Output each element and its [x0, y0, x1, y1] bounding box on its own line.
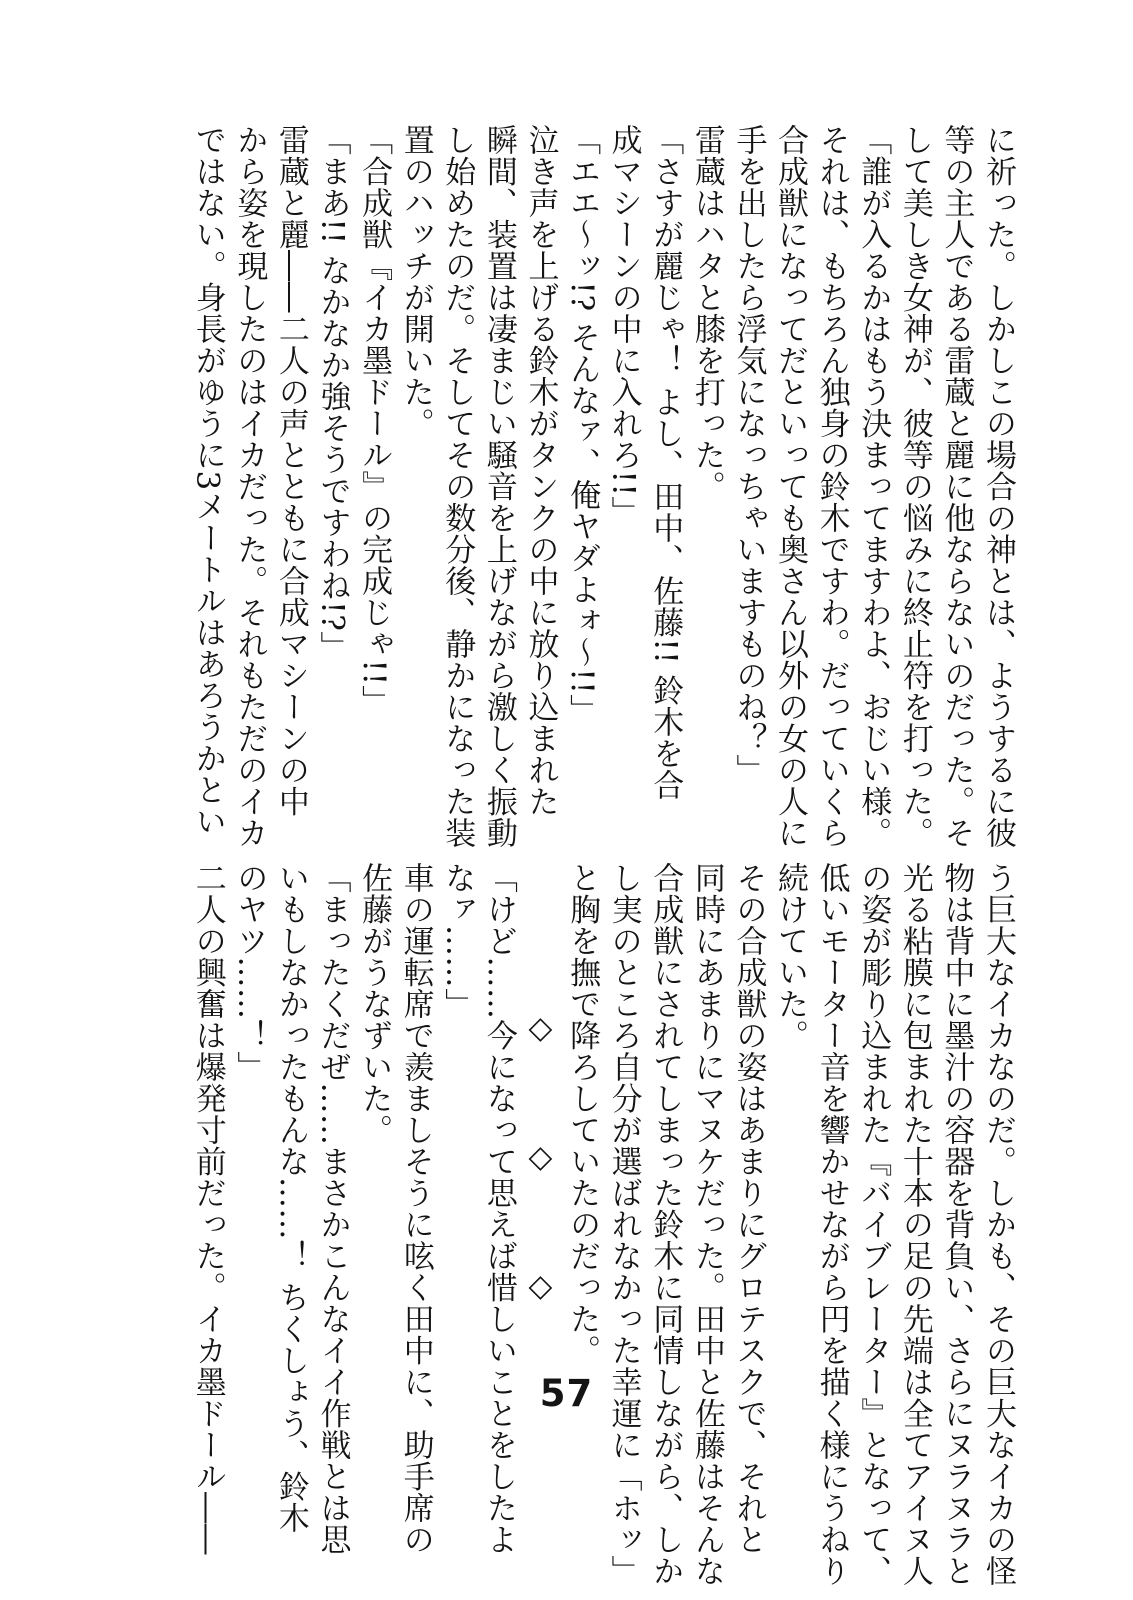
- text-line: 「さすが麗じゃ！ よし、田中、佐藤!! 鈴木を合: [647, 124, 684, 801]
- section-break-mark: ◇ ◇ ◇: [522, 1010, 559, 1304]
- text-line: 車の運転席で羨ましそうに呟く田中に、助手席の: [397, 862, 434, 1555]
- upper-text-block: [186, 124, 1018, 849]
- text-line: 二人の興奮は爆発寸前だった。イカ墨ドール――: [189, 862, 226, 1555]
- text-line: 合成獣にされてしまった鈴木に同情しながら、しか: [647, 862, 684, 1587]
- text-line: 続けていた。: [772, 862, 809, 1051]
- text-line: 光る粘膜に包まれた十本の足の先端は全てアイヌ人: [896, 862, 933, 1587]
- text-line: 雷蔵と麗――二人の声とともに合成マシーンの中: [272, 124, 309, 817]
- text-line: 等の主人である雷蔵と麗に他ならないのだった。そ: [938, 124, 975, 849]
- text-line: 「まあ!! なかなか強そうですわね!?」: [314, 124, 351, 663]
- text-line: して美しき女神が、彼等の悩みに終止符を打った。: [896, 124, 933, 849]
- text-line: に祈った。しかしこの場合の神とは、ようするに彼: [980, 124, 1016, 849]
- text-line: いもしなかったもんな……！ ちくしょう、鈴木: [272, 862, 309, 1534]
- text-line: 「合成獣『イカ墨ドール』の完成じゃ!!」: [356, 124, 393, 717]
- text-line: し実のところ自分が選ばれなかった幸運に「ホッ」: [605, 862, 642, 1587]
- text-line: 置のハッチが開いた。: [397, 124, 434, 439]
- text-line: 「エエ～ッ!? そんなァ、俺ヤダよォ～!!」: [564, 124, 601, 726]
- text-line: なァ……」: [439, 862, 476, 1020]
- text-line: 佐藤がうなずいた。: [356, 862, 393, 1146]
- text-line: 「誰が入るかはもう決まってますわよ、おじい様。: [855, 124, 892, 849]
- text-line: 泣き声を上げる鈴木がタンクの中に放り込まれた: [522, 124, 559, 817]
- text-line: のヤツ……！」: [231, 862, 268, 1083]
- text-line: う巨大なイカなのだ。しかも、その巨大なイカの怪: [980, 862, 1016, 1587]
- text-line: から姿を現したのはイカだった。それもただのイカ: [231, 124, 268, 849]
- text-line: それは、もちろん独身の鈴木ですわ。だっていくら: [813, 124, 850, 849]
- text-line: し始めたのだ。そしてその数分後、静かになった装: [439, 124, 476, 849]
- text-line: 物は背中に墨汁の容器を背負い、さらにヌラヌラと: [938, 862, 975, 1587]
- text-line: 雷蔵はハタと膝を打った。: [688, 124, 725, 502]
- text-line: と胸を撫で降ろしていたのだった。: [564, 862, 601, 1366]
- text-line: 瞬間、装置は凄まじい騒音を上げながら激しく振動: [480, 124, 517, 849]
- text-line: 同時にあまりにマヌケだった。田中と佐藤はそんな: [688, 862, 725, 1587]
- text-line: その合成獣の姿はあまりにグロテスクで、それと: [730, 862, 767, 1555]
- text-line: の姿が彫り込まれた『バイブレーター』となって、: [855, 862, 892, 1587]
- text-line: 合成獣になってだといっても奥さん以外の女の人に: [772, 124, 809, 849]
- text-line: 低いモーター音を響かせながら円を描く様にうねり: [813, 862, 850, 1587]
- text-line: 「けど……今になって思えば惜しいことをしたよ: [480, 862, 517, 1555]
- page-number: 57: [539, 1372, 594, 1415]
- text-line: 手を出したら浮気になっちゃいますものね？」: [730, 124, 767, 786]
- text-line: 「まったくだぜ……まさかこんなイイ作戦とは思: [314, 862, 351, 1555]
- text-line: 成マシーンの中に入れろ!!」: [605, 124, 642, 528]
- text-line: ではない。身長がゆうに3メートルはあろうかとい: [189, 124, 226, 838]
